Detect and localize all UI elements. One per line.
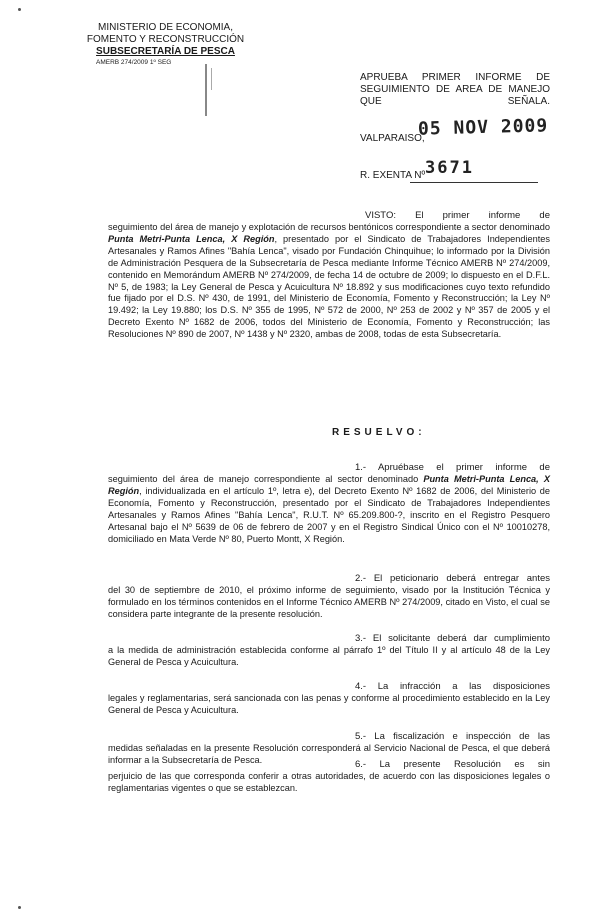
exenta-underline [410,182,538,183]
item-4-lead: 4.- La infracción a las disposiciones [355,681,550,692]
item-1-lead: 1.- Apruébase el primer informe de [355,462,550,473]
item-4-paragraph: legales y reglamentarias, será sancionada con las penas y conforme al procedimiento establecido en la Ley General de Pesca y Acuicultura. [108,693,550,715]
visto-paragraph [108,222,550,341]
place-label: VALPARAISO, [360,133,425,144]
item-2-lead: 2.- El peticionario deberá entregar antes [355,573,550,584]
item-2-paragraph: del 30 de septiembre de 2010, el próximo informe de seguimiento, visado por la Institución Técnica y formulado en los términos contenidos en el Informe Técnico AMERB Nº 274/2009, citado en Visto, el cual se considera parte integrante de la presente resolución. [108,585,550,619]
pen-mark [205,64,207,116]
item-6-paragraph: perjuicio de las que corresponda conferir a otras autoridades, de acuerdo con las disposiciones legales o reglamentarias vigentes o que se establezcan. [108,771,550,793]
scan-speck [18,906,21,909]
item-5-lead: 5.- La fiscalización e inspección de las [355,731,550,742]
resuelvo-heading: RESUELVO: [332,427,426,438]
date-stamp: 05 NOV 2009 [417,115,549,140]
visto-text-b: , presentado por el Sindicato de Trabajadores Independientes Artesanales y Ramos Afines "Bahía Lenca", visado por Fundación Chinquihue; lo informado por la División de Administración Pesquera de la Subsecretaría de Pesca mediante Informe Técnico AMERB Nº 274/2009, contenido en Memorándum AMERB Nº 274/2009, de fecha 14 de octubre de 2009; lo dispuesto en el D.F.L. Nº 5, de 1983; la Ley General de Pesca y Acuicultura Nº 18.892 y sus modificaciones cuyo texto refundido fue fijado por el D.S. Nº 430, de 1991, del Ministerio de Economía, Fomento y Reconstrucción; la Ley Nº 19.492; la Ley 19.880; los D.S. Nº 355 de 1995, Nº 572 de 2000, Nº 253 de 2002 y Nº 357 de 2005 y el Decreto Exento Nº 1682 de 2006, todos del Ministerio de Economía, Fomento y Reconstrucción; las Resoluciones Nº 890 de 2007, Nº 1438 y Nº 2320, ambas de 2008, todas de esta Subsecretaría. [108,233,550,340]
document-subject: APRUEBA PRIMER INFORME DE SEGUIMIENTO DE AREA DE MANEJO QUE SEÑALA. [360,72,550,107]
visto-text-a: seguimiento del área de manejo y explotación de recursos bentónicos correspondiente a sector denominado [108,222,550,232]
header-reference: AMERB 274/2009 1º SEG [96,59,172,66]
item-6-lead: 6.- La presente Resolución es sin [355,759,550,770]
scan-speck [18,8,21,11]
item-1-bold: Punta Metri-Punta Lenca, X Región [108,474,550,496]
visto-bold: Punta Metri-Punta Lenca, X Región [108,233,275,244]
ministry-header [78,22,253,67]
pen-mark-2 [211,68,212,90]
item-1-text-a: seguimiento del área de manejo correspondiente al sector denominado [108,474,424,484]
exenta-label: R. EXENTA Nº [360,170,426,181]
item-3-lead: 3.- El solicitante deberá dar cumplimiento [355,633,550,644]
item-5-paragraph: medidas señaladas en la presente Resolución corresponderá al Servicio Nacional de Pesca, el que deberá informar a la Subsecretaría de Pesca. [108,743,550,765]
item-3-paragraph: a la medida de administración establecida conforme al párrafo 1º del Título II y al artículo 48 de la Ley General de Pesca y Acuicultura. [108,645,550,667]
header-line-2: FOMENTO Y RECONSTRUCCIÓN [86,34,245,45]
exenta-number: 3671 [425,158,474,178]
item-1-text-b: , individualizada en el artículo 1º, letra e), del Decreto Exento Nº 1682 de 2006, del Ministerio de Economía, Fomento y Reconstrucción, presentado por el Sindicato de Trabajadores Independientes Artesanales y Ramos Afines "Bahía Lenca", R.U.T. Nº 65.209.800-?, inscrito en el Registro Pesquero Artesanal bajo el Nº 5639 de 06 de febrero de 2007 y en el Registro Sindical Único con el Nº 10010278, domiciliado en Mata Verde Nº 80, Puerto Montt, X Región. [108,485,550,544]
visto-lead: VISTO: El primer informe de [365,210,550,221]
header-line-3: SUBSECRETARÍA DE PESCA [96,46,235,57]
item-1-paragraph [108,474,550,545]
header-line-1: MINISTERIO DE ECONOMIA, [97,22,233,33]
